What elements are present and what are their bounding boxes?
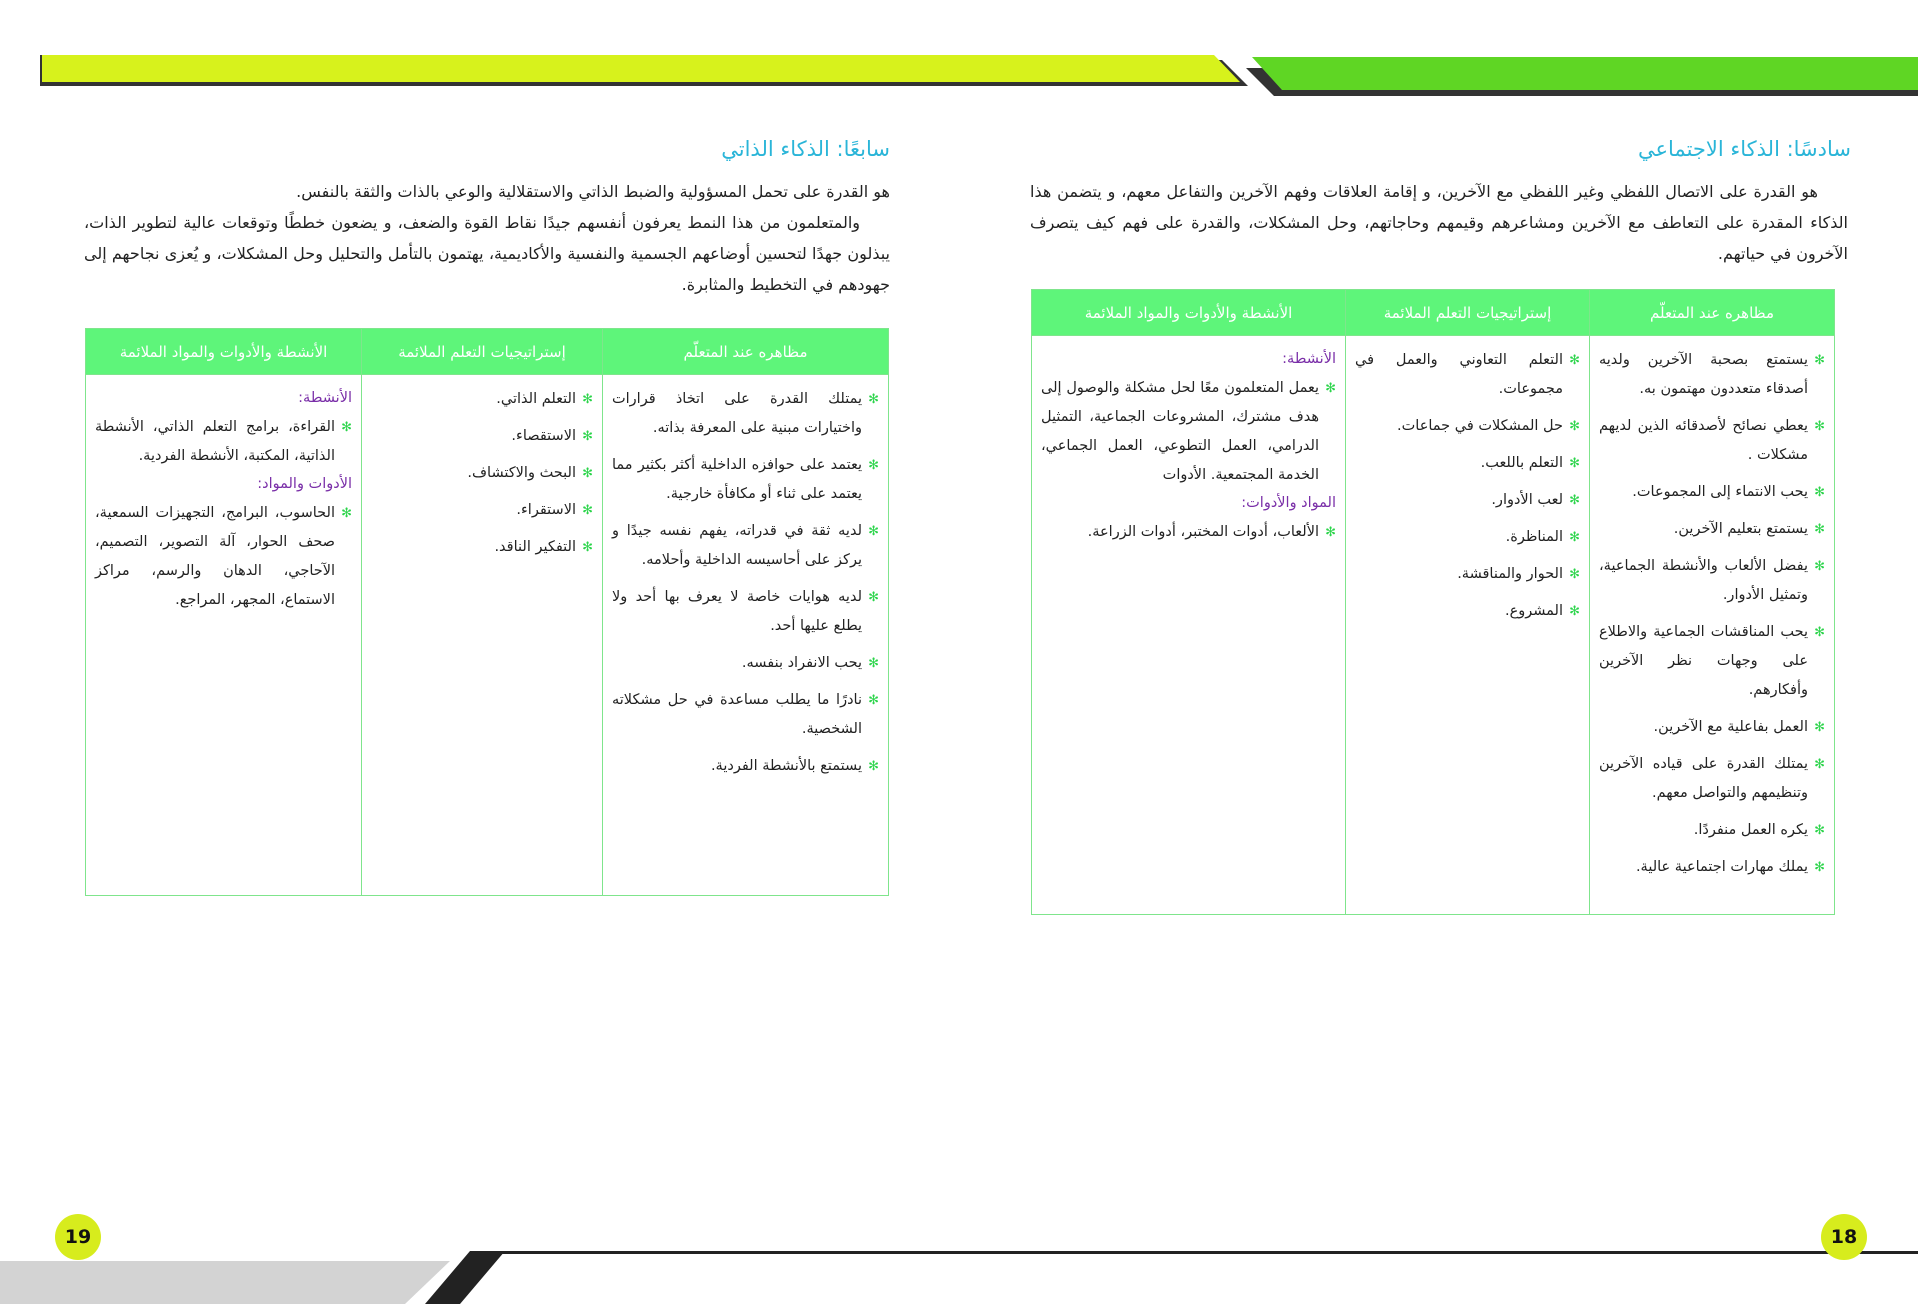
page-19-intro-text-1: هو القدرة على تحمل المسؤولية والضبط الذاتي والاستقلالية والوعي بالذات والثقة بالنفس. bbox=[296, 182, 890, 201]
star-bullet-icon: ✻ bbox=[868, 524, 879, 539]
list-item: ✻ القراءة، برامج التعلم الذاتي، الأنشطة الذاتية، المكتبة، الأنشطة الفردية. bbox=[95, 413, 352, 471]
list-item: ✻ نادرًا ما يطلب مساعدة في حل مشكلاته الشخصية. bbox=[612, 686, 879, 744]
star-bullet-icon: ✻ bbox=[1569, 530, 1580, 545]
star-bullet-icon: ✻ bbox=[1569, 567, 1580, 582]
list-item: ✻ يستمتع بالأنشطة الفردية. bbox=[612, 752, 879, 781]
list-item: ✻ الاستقصاء. bbox=[371, 422, 593, 451]
page-19-activities-label: الأنشطة: bbox=[298, 390, 352, 406]
list-item: ✻ الحاسوب، البرامج، التجهيزات السمعية، صحف الحوار، آلة التصوير، التصميم، الآحاجي، الدهان والرسم، مراكز الاستماع، المجهر، المراجع. bbox=[95, 499, 352, 615]
page-number-19: 19 bbox=[55, 1214, 101, 1260]
page-18-intro bbox=[1030, 176, 1848, 269]
page-19-col-strategies: إستراتيجيات التعلم الملائمة bbox=[362, 329, 603, 375]
page-18-col-activities: الأنشطة والأدوات والمواد الملائمة bbox=[1032, 290, 1346, 336]
star-bullet-icon: ✻ bbox=[868, 458, 879, 473]
page-18-title: سادسًا: الذكاء الاجتماعي bbox=[1638, 137, 1851, 161]
list-item: ✻ التعلم باللعب. bbox=[1355, 449, 1580, 478]
list-item: ✻ يمتلك القدرة على اتخاذ قرارات واختيارات مبنية على المعرفة بذاته. bbox=[612, 385, 879, 443]
star-bullet-icon: ✻ bbox=[1569, 353, 1580, 368]
star-bullet-icon: ✻ bbox=[1814, 485, 1825, 500]
page-19-table-header-row bbox=[86, 329, 889, 375]
footer-grey-band bbox=[0, 1261, 450, 1304]
star-bullet-icon: ✻ bbox=[582, 429, 593, 444]
list-item: ✻ العمل بفاعلية مع الآخرين. bbox=[1599, 713, 1825, 742]
page-19-table-row bbox=[86, 375, 889, 896]
page-18-materials-label: المواد والأدوات: bbox=[1241, 495, 1336, 511]
star-bullet-icon: ✻ bbox=[868, 590, 879, 605]
page-19-intro bbox=[84, 176, 890, 300]
page-18-aspects-cell bbox=[1590, 336, 1835, 915]
page-18-strategies-cell bbox=[1346, 336, 1590, 915]
list-item: ✻ الاستقراء. bbox=[371, 496, 593, 525]
page-18-col-aspects: مظاهره عند المتعلّم bbox=[1590, 290, 1835, 336]
star-bullet-icon: ✻ bbox=[1569, 419, 1580, 434]
list-item: ✻ التفكير الناقد. bbox=[371, 533, 593, 562]
star-bullet-icon: ✻ bbox=[1569, 604, 1580, 619]
star-bullet-icon: ✻ bbox=[1814, 522, 1825, 537]
footer-dark-rule bbox=[480, 1251, 1918, 1254]
header-bar-right bbox=[1252, 57, 1918, 90]
page-19-materials-label: الأدوات والمواد: bbox=[257, 476, 352, 492]
list-item: ✻ يحب الانتماء إلى المجموعات. bbox=[1599, 478, 1825, 507]
header-bar-left bbox=[40, 55, 1240, 82]
star-bullet-icon: ✻ bbox=[868, 693, 879, 708]
page-19-col-activities: الأنشطة والأدوات والمواد الملائمة bbox=[86, 329, 362, 375]
page-19-aspects-cell bbox=[603, 375, 889, 896]
list-item: ✻ لديه هوايات خاصة لا يعرف بها أحد ولا يطلع عليها أحد. bbox=[612, 583, 879, 641]
page-19-table bbox=[85, 328, 889, 896]
page-18-table bbox=[1031, 289, 1835, 915]
star-bullet-icon: ✻ bbox=[868, 392, 879, 407]
list-item: ✻ يستمتع بتعليم الآخرين. bbox=[1599, 515, 1825, 544]
star-bullet-icon: ✻ bbox=[1569, 456, 1580, 471]
header-decoration bbox=[0, 0, 1918, 100]
page-18-col-strategies: إستراتيجيات التعلم الملائمة bbox=[1346, 290, 1590, 336]
star-bullet-icon: ✻ bbox=[582, 392, 593, 407]
star-bullet-icon: ✻ bbox=[1814, 419, 1825, 434]
star-bullet-icon: ✻ bbox=[1814, 353, 1825, 368]
list-item: ✻ يفضل الألعاب والأنشطة الجماعية، وتمثيل الأدوار. bbox=[1599, 552, 1825, 610]
footer-dark-slant bbox=[425, 1251, 505, 1304]
star-bullet-icon: ✻ bbox=[868, 656, 879, 671]
page-19-col-aspects: مظاهره عند المتعلّم bbox=[603, 329, 889, 375]
list-item: ✻ يستمتع بصحبة الآخرين ولديه أصدقاء متعددون مهتمون به. bbox=[1599, 346, 1825, 404]
list-item: ✻ المناظرة. bbox=[1355, 523, 1580, 552]
star-bullet-icon: ✻ bbox=[1814, 625, 1825, 640]
list-item: ✻ يملك مهارات اجتماعية عالية. bbox=[1599, 853, 1825, 882]
star-bullet-icon: ✻ bbox=[582, 503, 593, 518]
list-item: ✻ يعتمد على حوافزه الداخلية أكثر بكثير مما يعتمد على ثناء أو مكافأة خارجية. bbox=[612, 451, 879, 509]
star-bullet-icon: ✻ bbox=[1325, 525, 1336, 540]
star-bullet-icon: ✻ bbox=[868, 759, 879, 774]
star-bullet-icon: ✻ bbox=[582, 540, 593, 555]
list-item: ✻ يعطي نصائح لأصدقائه الذين لديهم مشكلات . bbox=[1599, 412, 1825, 470]
page-18-table-row bbox=[1032, 336, 1835, 915]
list-item: ✻ المشروع. bbox=[1355, 597, 1580, 626]
list-item: ✻ التعلم الذاتي. bbox=[371, 385, 593, 414]
star-bullet-icon: ✻ bbox=[341, 420, 352, 435]
footer-decoration bbox=[0, 1238, 1918, 1304]
star-bullet-icon: ✻ bbox=[1814, 823, 1825, 838]
star-bullet-icon: ✻ bbox=[1569, 493, 1580, 508]
star-bullet-icon: ✻ bbox=[582, 466, 593, 481]
page-19-activities-cell bbox=[86, 375, 362, 896]
list-item: ✻ يكره العمل منفردًا. bbox=[1599, 816, 1825, 845]
page-19-strategies-cell bbox=[362, 375, 603, 896]
list-item: ✻ التعلم التعاوني والعمل في مجموعات. bbox=[1355, 346, 1580, 404]
page-number-18: 18 bbox=[1821, 1214, 1867, 1260]
page-18-activities-cell bbox=[1032, 336, 1346, 915]
star-bullet-icon: ✻ bbox=[341, 506, 352, 521]
star-bullet-icon: ✻ bbox=[1325, 381, 1336, 396]
list-item: ✻ لديه ثقة في قدراته، يفهم نفسه جيدًا و يركز على أحاسيسه الداخلية وأحلامه. bbox=[612, 517, 879, 575]
list-item: ✻ الحوار والمناقشة. bbox=[1355, 560, 1580, 589]
list-item: ✻ يحب الانفراد بنفسه. bbox=[612, 649, 879, 678]
list-item: ✻ لعب الأدوار. bbox=[1355, 486, 1580, 515]
list-item: ✻ يحب المناقشات الجماعية والاطلاع على وجهات نظر الآخرين وأفكارهم. bbox=[1599, 618, 1825, 705]
list-item: ✻ البحث والاكتشاف. bbox=[371, 459, 593, 488]
page-18-table-header-row bbox=[1032, 290, 1835, 336]
page-19-intro-text-2: والمتعلمون من هذا النمط يعرفون أنفسهم جيدًا نقاط القوة والضعف، و يضعون خططًا وتوقعات عالية لتطوير الذات، يبذلون جهدًا لتحسين أوضاعهم الجسمية والنفسية والأكاديمية، يهتمون بالتأمل والتحليل وحل المشكلات، و يُعزى نجاحهم إلى جهودهم في التخطيط والمثابرة. bbox=[84, 213, 890, 294]
star-bullet-icon: ✻ bbox=[1814, 757, 1825, 772]
list-item: ✻ يمتلك القدرة على قياده الآخرين وتنظيمهم والتواصل معهم. bbox=[1599, 750, 1825, 808]
list-item: ✻ الألعاب، أدوات المختبر، أدوات الزراعة. bbox=[1041, 518, 1336, 547]
star-bullet-icon: ✻ bbox=[1814, 860, 1825, 875]
star-bullet-icon: ✻ bbox=[1814, 720, 1825, 735]
list-item: ✻ حل المشكلات في جماعات. bbox=[1355, 412, 1580, 441]
page-18-activities-label: الأنشطة: bbox=[1282, 351, 1336, 367]
page-18-intro-text: هو القدرة على الاتصال اللفظي وغير اللفظي مع الآخرين، و إقامة العلاقات وفهم الآخرين والتفاعل معهم، و يتضمن هذا الذكاء المقدرة على التعاطف مع الآخرين ومشاعرهم وقيمهم وحاجاتهم، وحل المشكلات، والقدرة على فهم كيف يتصرف الآخرون في حياتهم. bbox=[1030, 182, 1848, 263]
star-bullet-icon: ✻ bbox=[1814, 559, 1825, 574]
list-item: ✻ يعمل المتعلمون معًا لحل مشكلة والوصول إلى هدف مشترك، المشروعات الجماعية، التمثيل الدرامي، العمل التطوعي، العمل الجماعي، الخدمة المجتمعية. الأدوات bbox=[1041, 374, 1336, 490]
page-19-title: سابعًا: الذكاء الذاتي bbox=[721, 137, 890, 161]
